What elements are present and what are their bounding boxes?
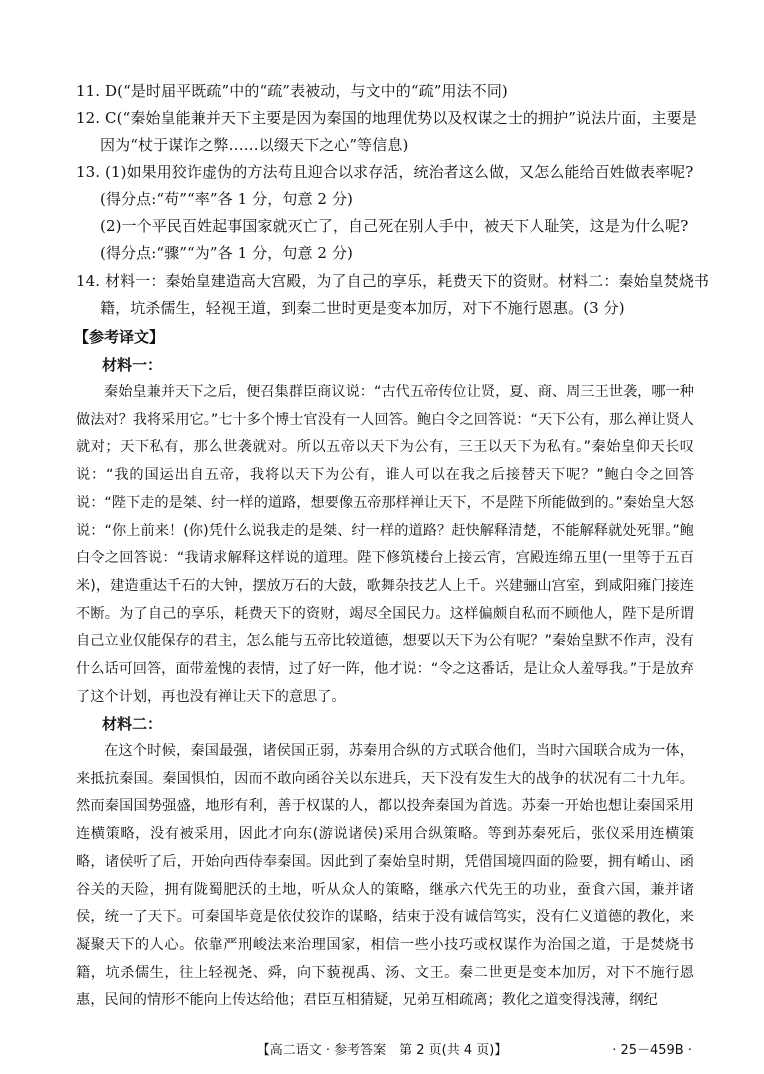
answer-13-line1: 13. (1)如果用狡诈虚伪的方法苟且迎合以求存活，统治者这么做，又怎么能给百姓做表率呢?	[76, 163, 694, 181]
material-1-text: 秦始皇兼并天下之后，便召集群臣商议说：“古代五帝传位让贤，夏、商、周三王世袭，哪一种做法对？我将采用它。”七十多个博士官没有一人回答。鲍白令之回答说：“天下公有，那么禅让贤人就对；天下私有，那么世袭就对。所以五帝以天下为公有，三王以天下为私有。”秦始皇仰天长叹说：“我的国运出自五帝，我将以天下为公有，谁人可以在我之后接替天下呢？”鲍白令之回答说：“陛下走的是桀、纣一样的道路，想要像五帝那样禅让天下，不是陛下所能做到的。”秦始皇大怒说：“你上前来！(你)凭什么说我走的是桀、纣一样的道路？赶快解释清楚，不能解释就处死罪。”鲍白令之回答说：“我请求解释这样说的道理。陛下修筑楼台上接云宵，宫殿连绵五里(一里等于五百米)，建造重达千石的大钟，摆放万石的大鼓，歌舞杂技艺人上千。兴建骊山宫室，到咸阳雍门接连不断。为了自己的享乐，耗费天下的资财，竭尽全国民力。这样偏颇自私而不顾他人，陛下是所谓自己立业仅能保存的君主，怎么能与五帝比较道德，想要以天下为公有呢？”秦始皇默不作声，没有什么话可回答，面带羞愧的表情，过了好一阵，他才说：“令之这番话，是让众人羞辱我。”于是放弃了这个计划，再也没有禅让天下的意思了。	[76, 384, 694, 705]
answer-14-line1: 14. 材料一：秦始皇建造高大宫殿，为了自己的享乐，耗费天下的资财。材料二：秦始皇焚烧书	[76, 272, 710, 290]
answer-13-line3: (2)一个平民百姓起事国家就灭亡了，自己死在别人手中，被天下人耻笑，这是为什么呢?	[100, 217, 689, 235]
answer-12-line1: 12. C(“秦始皇能兼并天下主要是因为秦国的地理优势以及权谋之士的拥护”说法片面，主要是	[76, 109, 697, 127]
answer-11: 11. D(“是时届平既疏”中的“疏”表被动，与文中的“疏”用法不同)	[76, 82, 508, 100]
material-2-text: 在这个时候，秦国最强，诸侯国正弱，苏秦用合纵的方式联合他们，当时六国联合成为一体，来抵抗秦国。秦国惧怕，因而不敢向函谷关以东进兵，天下没有发生大的战争的状况有二十九年。然而秦国国势强盛，地形有利，善于权谋的人，都以投奔秦国为首选。苏秦一开始也想让秦国采用连横策略，没有被采用，因此才向东(游说诸侯)采用合纵策略。等到苏秦死后，张仪采用连横策略，诸侯听了后，开始向西侍奉秦国。因此到了秦始皇时期，凭借国境四面的险要，拥有崤山、函谷关的天险，拥有陇蜀肥沃的土地，听从众人的策略，继承六代先王的功业，蚕食六国，兼并诸侯，统一了天下。可秦国毕竟是依仗狡诈的谋略，结束于没有诚信笃实，没有仁义道德的教化，来凝聚天下的人心。依靠严刑峻法来治理国家，相信一些小技巧或权谋作为治国之道，于是焚烧书籍，坑杀儒生，往上轻视尧、舜，向下藐视禹、汤、文王。秦二世更是变本加厉，对下不施行恩惠，民间的情形不能向上传达给他；君臣互相猜疑，兄弟互相疏离；教化之道变得浅薄，纲纪	[76, 743, 694, 1009]
answer-14-line2: 籍，坑杀儒生，轻视王道，到秦二世时更是变本加厉，对下不施行恩惠。(3 分)	[100, 299, 625, 317]
answer-13	[76, 159, 696, 267]
answer-13-line4: (得分点:“骤”“为”各 1 分，句意 2 分)	[100, 244, 353, 262]
material-1-title: 材料一：	[102, 356, 163, 374]
material-2-title: 材料二：	[102, 715, 163, 733]
answer-12	[76, 105, 696, 159]
doc-code: · 25－459B ·	[612, 1043, 692, 1058]
page-footer: 【高二语文 · 参考答案 第 2 页(共 4 页)】	[256, 1043, 508, 1058]
section-title: 【参考译文】	[74, 328, 165, 346]
answer-14	[76, 268, 710, 322]
answer-13-line2: (得分点:“苟”“率”各 1 分，句意 2 分)	[100, 190, 353, 208]
answer-12-line2: 因为“杖于谋诈之弊……以缀天下之心”等信息)	[100, 136, 409, 154]
